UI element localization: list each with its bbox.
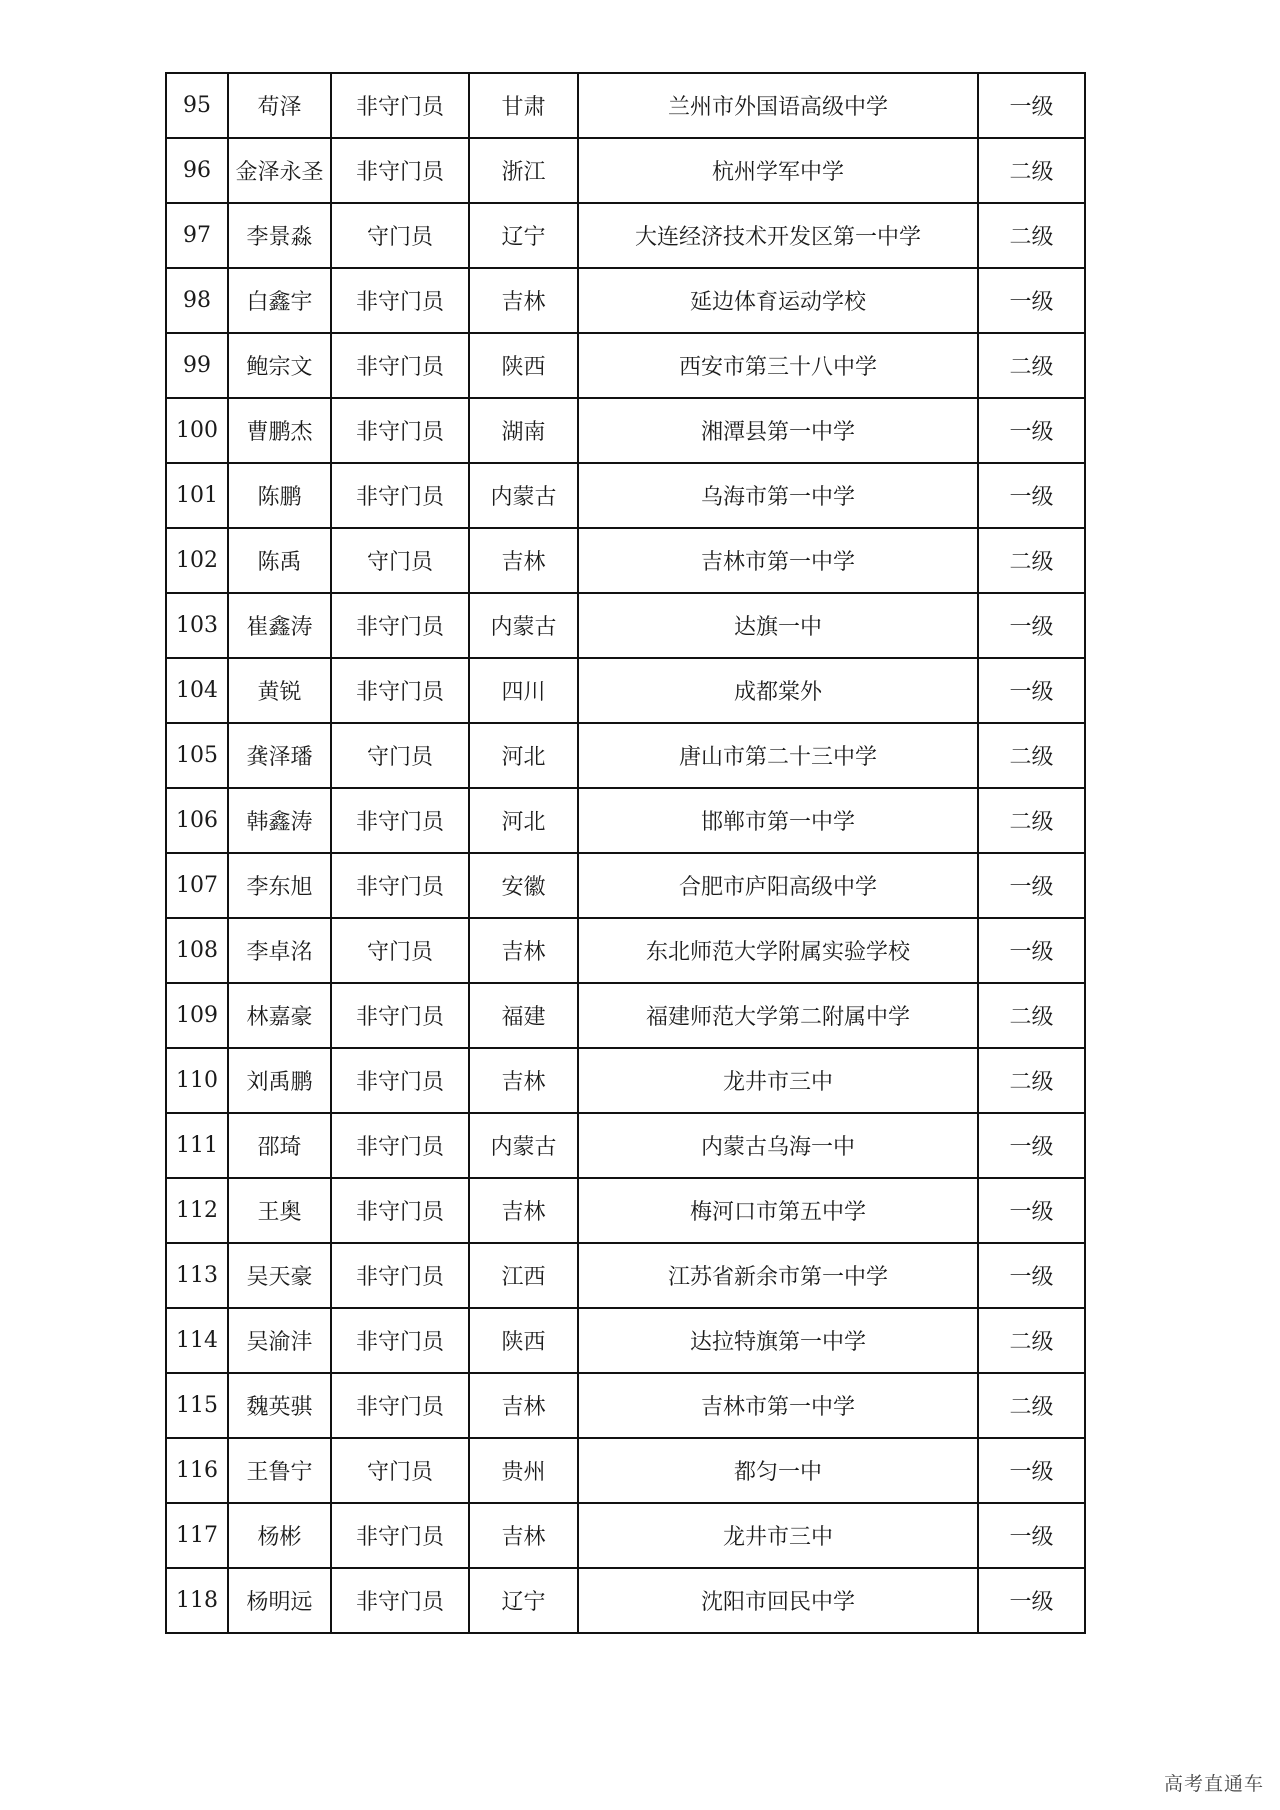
cell-level: 一级 <box>978 593 1085 658</box>
cell-province: 河北 <box>469 788 578 853</box>
cell-school: 邯郸市第一中学 <box>578 788 978 853</box>
cell-province: 吉林 <box>469 1178 578 1243</box>
cell-position: 非守门员 <box>331 1178 469 1243</box>
cell-province: 吉林 <box>469 268 578 333</box>
cell-level: 一级 <box>978 853 1085 918</box>
cell-level: 二级 <box>978 1373 1085 1438</box>
cell-number: 111 <box>166 1113 228 1178</box>
cell-school: 福建师范大学第二附属中学 <box>578 983 978 1048</box>
cell-school: 延边体育运动学校 <box>578 268 978 333</box>
cell-school: 唐山市第二十三中学 <box>578 723 978 788</box>
table-row <box>166 1113 1085 1178</box>
cell-number: 118 <box>166 1568 228 1633</box>
cell-number: 100 <box>166 398 228 463</box>
cell-number: 101 <box>166 463 228 528</box>
cell-school: 成都棠外 <box>578 658 978 723</box>
cell-number: 112 <box>166 1178 228 1243</box>
cell-name: 王鲁宁 <box>228 1438 331 1503</box>
cell-number: 115 <box>166 1373 228 1438</box>
cell-level: 一级 <box>978 1243 1085 1308</box>
table-row <box>166 1048 1085 1113</box>
cell-name: 龚泽璠 <box>228 723 331 788</box>
cell-number: 104 <box>166 658 228 723</box>
cell-province: 吉林 <box>469 1048 578 1113</box>
cell-position: 非守门员 <box>331 1048 469 1113</box>
cell-name: 王奥 <box>228 1178 331 1243</box>
table-row <box>166 398 1085 463</box>
cell-school: 龙井市三中 <box>578 1048 978 1113</box>
cell-number: 103 <box>166 593 228 658</box>
cell-level: 一级 <box>978 463 1085 528</box>
cell-position: 非守门员 <box>331 1503 469 1568</box>
cell-level: 一级 <box>978 73 1085 138</box>
cell-position: 非守门员 <box>331 1243 469 1308</box>
cell-school: 沈阳市回民中学 <box>578 1568 978 1633</box>
cell-position: 守门员 <box>331 1438 469 1503</box>
cell-name: 李景淼 <box>228 203 331 268</box>
cell-school: 乌海市第一中学 <box>578 463 978 528</box>
cell-number: 102 <box>166 528 228 593</box>
cell-province: 湖南 <box>469 398 578 463</box>
cell-name: 陈鹏 <box>228 463 331 528</box>
cell-school: 合肥市庐阳高级中学 <box>578 853 978 918</box>
cell-number: 98 <box>166 268 228 333</box>
table-row <box>166 1243 1085 1308</box>
cell-number: 114 <box>166 1308 228 1373</box>
cell-number: 113 <box>166 1243 228 1308</box>
table-row <box>166 268 1085 333</box>
cell-position: 守门员 <box>331 918 469 983</box>
cell-name: 李东旭 <box>228 853 331 918</box>
cell-school: 东北师范大学附属实验学校 <box>578 918 978 983</box>
table-row <box>166 1373 1085 1438</box>
cell-level: 二级 <box>978 1048 1085 1113</box>
cell-province: 甘肃 <box>469 73 578 138</box>
cell-level: 二级 <box>978 333 1085 398</box>
cell-school: 湘潭县第一中学 <box>578 398 978 463</box>
table-row <box>166 1503 1085 1568</box>
cell-number: 95 <box>166 73 228 138</box>
cell-position: 非守门员 <box>331 1568 469 1633</box>
cell-name: 魏英骐 <box>228 1373 331 1438</box>
cell-school: 兰州市外国语高级中学 <box>578 73 978 138</box>
table-row <box>166 463 1085 528</box>
cell-school: 大连经济技术开发区第一中学 <box>578 203 978 268</box>
cell-school: 西安市第三十八中学 <box>578 333 978 398</box>
cell-number: 107 <box>166 853 228 918</box>
cell-name: 吴渝沣 <box>228 1308 331 1373</box>
cell-name: 邵琦 <box>228 1113 331 1178</box>
cell-province: 贵州 <box>469 1438 578 1503</box>
cell-province: 内蒙古 <box>469 1113 578 1178</box>
cell-province: 吉林 <box>469 1373 578 1438</box>
cell-province: 四川 <box>469 658 578 723</box>
table-row <box>166 1438 1085 1503</box>
cell-number: 106 <box>166 788 228 853</box>
cell-name: 金泽永圣 <box>228 138 331 203</box>
cell-position: 守门员 <box>331 723 469 788</box>
table-row <box>166 723 1085 788</box>
cell-position: 非守门员 <box>331 463 469 528</box>
cell-level: 一级 <box>978 1438 1085 1503</box>
cell-name: 李卓洺 <box>228 918 331 983</box>
cell-position: 非守门员 <box>331 983 469 1048</box>
cell-position: 守门员 <box>331 203 469 268</box>
table-row <box>166 593 1085 658</box>
cell-number: 109 <box>166 983 228 1048</box>
table-row <box>166 333 1085 398</box>
cell-number: 97 <box>166 203 228 268</box>
cell-position: 非守门员 <box>331 138 469 203</box>
cell-name: 崔鑫涛 <box>228 593 331 658</box>
table-row <box>166 138 1085 203</box>
table-row <box>166 853 1085 918</box>
table-row <box>166 1308 1085 1373</box>
cell-level: 一级 <box>978 1503 1085 1568</box>
cell-name: 杨明远 <box>228 1568 331 1633</box>
cell-number: 108 <box>166 918 228 983</box>
table-row <box>166 203 1085 268</box>
cell-level: 二级 <box>978 983 1085 1048</box>
cell-school: 江苏省新余市第一中学 <box>578 1243 978 1308</box>
cell-position: 非守门员 <box>331 1113 469 1178</box>
cell-province: 吉林 <box>469 918 578 983</box>
cell-number: 117 <box>166 1503 228 1568</box>
cell-position: 非守门员 <box>331 333 469 398</box>
cell-name: 白鑫宇 <box>228 268 331 333</box>
cell-name: 杨彬 <box>228 1503 331 1568</box>
cell-level: 一级 <box>978 1178 1085 1243</box>
cell-position: 非守门员 <box>331 1373 469 1438</box>
cell-province: 吉林 <box>469 528 578 593</box>
table-row <box>166 918 1085 983</box>
cell-position: 守门员 <box>331 528 469 593</box>
table-row <box>166 528 1085 593</box>
cell-name: 鲍宗文 <box>228 333 331 398</box>
cell-school: 梅河口市第五中学 <box>578 1178 978 1243</box>
cell-province: 浙江 <box>469 138 578 203</box>
cell-level: 一级 <box>978 398 1085 463</box>
cell-school: 杭州学军中学 <box>578 138 978 203</box>
watermark-text: 高考直通车 <box>1163 1773 1264 1795</box>
cell-number: 105 <box>166 723 228 788</box>
cell-name: 黄锐 <box>228 658 331 723</box>
cell-province: 内蒙古 <box>469 463 578 528</box>
table-row <box>166 658 1085 723</box>
cell-name: 苟泽 <box>228 73 331 138</box>
cell-province: 福建 <box>469 983 578 1048</box>
cell-school: 内蒙古乌海一中 <box>578 1113 978 1178</box>
cell-school: 达拉特旗第一中学 <box>578 1308 978 1373</box>
cell-position: 非守门员 <box>331 73 469 138</box>
cell-school: 龙井市三中 <box>578 1503 978 1568</box>
cell-province: 陕西 <box>469 1308 578 1373</box>
cell-school: 吉林市第一中学 <box>578 1373 978 1438</box>
cell-position: 非守门员 <box>331 853 469 918</box>
cell-province: 江西 <box>469 1243 578 1308</box>
cell-number: 110 <box>166 1048 228 1113</box>
cell-province: 内蒙古 <box>469 593 578 658</box>
cell-level: 一级 <box>978 918 1085 983</box>
cell-position: 非守门员 <box>331 788 469 853</box>
cell-province: 安徽 <box>469 853 578 918</box>
cell-level: 二级 <box>978 1308 1085 1373</box>
table-row <box>166 983 1085 1048</box>
cell-province: 辽宁 <box>469 1568 578 1633</box>
cell-level: 一级 <box>978 1568 1085 1633</box>
cell-level: 一级 <box>978 658 1085 723</box>
cell-name: 刘禹鹏 <box>228 1048 331 1113</box>
cell-position: 非守门员 <box>331 1308 469 1373</box>
cell-name: 吴天豪 <box>228 1243 331 1308</box>
cell-number: 99 <box>166 333 228 398</box>
player-roster-table <box>165 72 1086 1634</box>
cell-position: 非守门员 <box>331 268 469 333</box>
cell-level: 二级 <box>978 528 1085 593</box>
cell-school: 吉林市第一中学 <box>578 528 978 593</box>
cell-province: 河北 <box>469 723 578 788</box>
cell-level: 二级 <box>978 788 1085 853</box>
cell-level: 二级 <box>978 723 1085 788</box>
cell-position: 非守门员 <box>331 593 469 658</box>
cell-province: 吉林 <box>469 1503 578 1568</box>
cell-number: 96 <box>166 138 228 203</box>
cell-number: 116 <box>166 1438 228 1503</box>
cell-level: 二级 <box>978 203 1085 268</box>
cell-school: 达旗一中 <box>578 593 978 658</box>
roster-body <box>166 73 1085 1633</box>
cell-school: 都匀一中 <box>578 1438 978 1503</box>
table-row <box>166 73 1085 138</box>
cell-position: 非守门员 <box>331 398 469 463</box>
cell-level: 二级 <box>978 138 1085 203</box>
cell-name: 陈禹 <box>228 528 331 593</box>
cell-position: 非守门员 <box>331 658 469 723</box>
table-row <box>166 1178 1085 1243</box>
cell-province: 陕西 <box>469 333 578 398</box>
cell-province: 辽宁 <box>469 203 578 268</box>
cell-level: 一级 <box>978 268 1085 333</box>
cell-name: 韩鑫涛 <box>228 788 331 853</box>
table-row <box>166 788 1085 853</box>
cell-level: 一级 <box>978 1113 1085 1178</box>
cell-name: 曹鹏杰 <box>228 398 331 463</box>
cell-name: 林嘉豪 <box>228 983 331 1048</box>
table-row <box>166 1568 1085 1633</box>
